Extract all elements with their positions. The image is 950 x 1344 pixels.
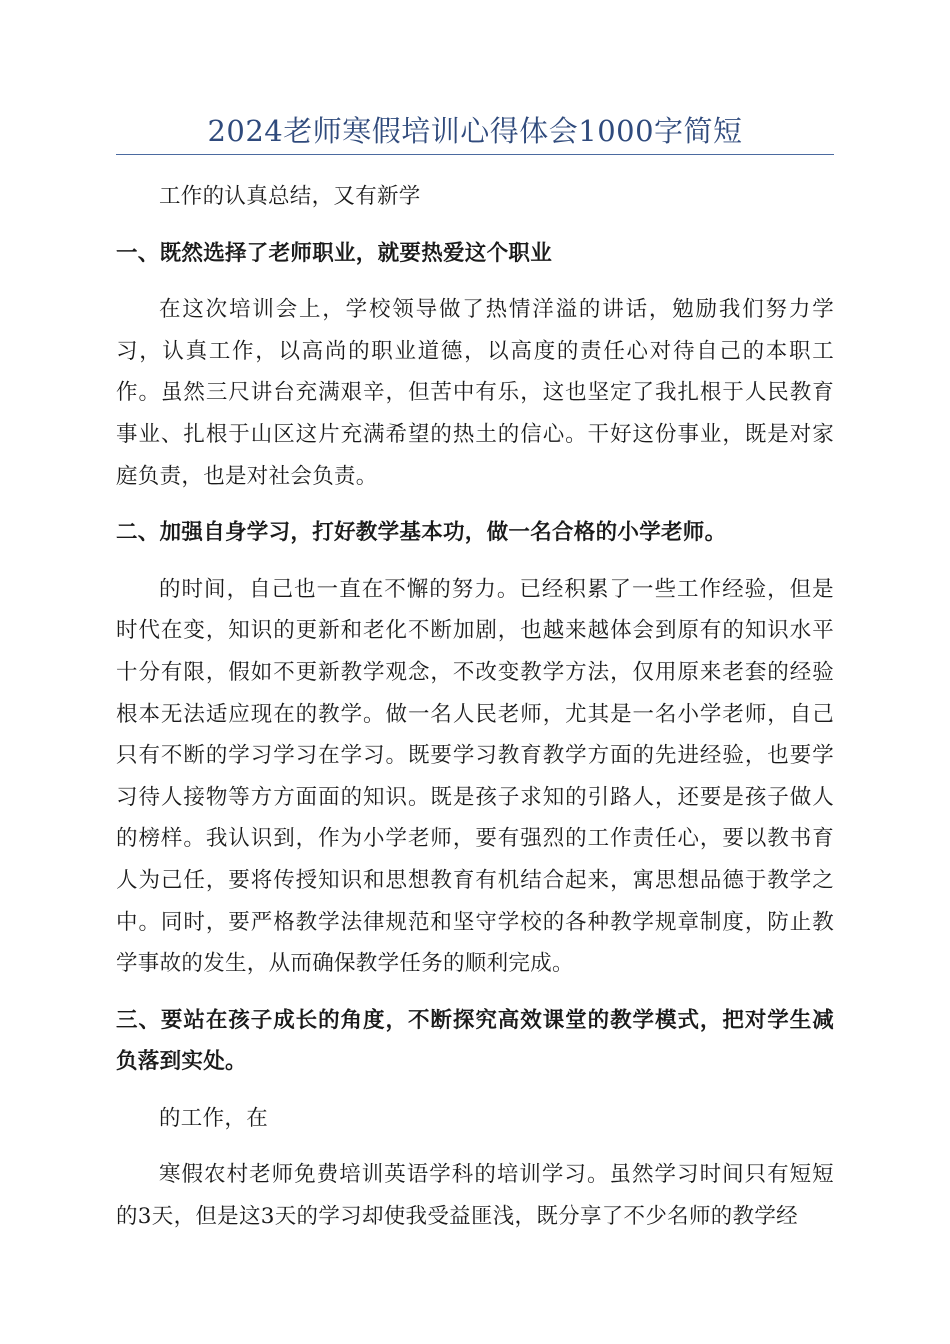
document-page <box>116 110 834 1238</box>
section-heading-3: 三、要站在孩子成长的角度，不断探究高效课堂的教学模式，把对学生减负落到实处。 <box>116 1007 834 1075</box>
document-title: 2024老师寒假培训心得体会1000字简短 <box>207 114 743 148</box>
section-heading-1: 一、既然选择了老师职业，就要热爱这个职业 <box>116 240 553 266</box>
section-3-paragraph-1: 的工作，在 <box>159 1105 269 1131</box>
section-heading-2: 二、加强自身学习，打好教学基本功，做一名合格的小学老师。 <box>116 520 727 546</box>
section-3-paragraph-2: 寒假农村老师免费培训英语学科的培训学习。虽然学习时间只有短短的3天，但是这3天的学习却使我受益匪浅，既分享了不少名师的教学经 <box>116 1162 834 1230</box>
section-2-paragraph: 的时间，自己也一直在不懈的努力。已经积累了一些工作经验，但是时代在变，知识的更新和老化不断加剧，也越来越体会到原有的知识水平十分有限，假如不更新教学观念，不改变教学方法，仅用原来老套的经验根本无法适应现在的教学。做一名人民老师，尤其是一名小学老师，自己只有不断的学习学习在学习。既要学习教育教学方面的先进经验，也要学习待人接物等方方面面的知识。既是孩子求知的引路人，还要是孩子做人的榜样。我认识到，作为小学老师，要有强烈的工作责任心，要以教书育人为己任，要将传授知识和思想教育有机结合起来，寓思想品德于教学之中。同时，要严格教学法律规范和坚守学校的各种教学规章制度，防止教学事故的发生，从而确保教学任务的顺利完成。 <box>116 576 834 977</box>
section-1-paragraph: 在这次培训会上，学校领导做了热情洋溢的讲话，勉励我们努力学习，认真工作，以高尚的职业道德，以高度的责任心对待自己的本职工作。虽然三尺讲台充满艰辛，但苦中有乐，这也坚定了我扎根于人民教育事业、扎根于山区这片充满希望的热土的信心。干好这份事业，既是对家庭负责，也是对社会负责。 <box>116 297 834 489</box>
intro-paragraph: 工作的认真总结，又有新学 <box>159 184 421 209</box>
